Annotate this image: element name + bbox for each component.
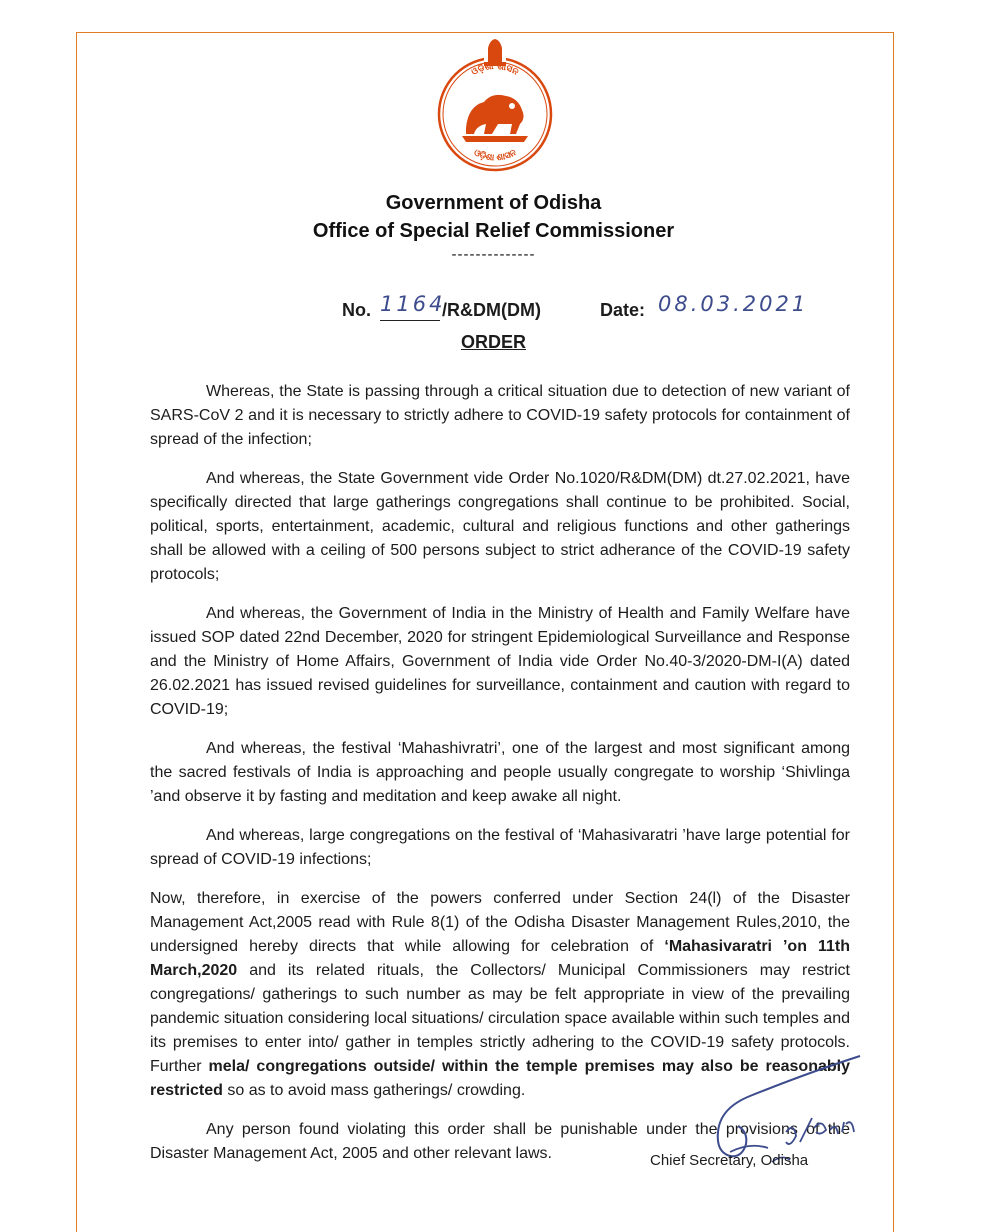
office-title: Office of Special Relief Commissioner: [312, 220, 675, 242]
odisha-government-seal: [426, 36, 564, 174]
order-number-label: No.: [342, 300, 371, 320]
paragraph-whereas-1: Whereas, the State is passing through a critical situation due to detection of new variant of SARS-CoV 2 and it is necessary to strictly adhere to COVID-19 safety protocols for containment of spread of the infection;: [150, 383, 850, 448]
paragraph-whereas-3: And whereas, the Government of India in the Ministry of Health and Family Welfare have issued SOP dated 22nd December, 2020 for stringent Epidemiological Surveillance and Response and the Ministry of Home Affairs, Government of India vide Order No.40-3/2020-DM-I(A) dated 26.02.2021 has issued revised guidelines for surveillance, containment and caution with regard to COVID-19;: [150, 605, 850, 718]
paragraph-whereas-5: And whereas, large congregations on the festival of ‘Mahasivaratri ’have large potential for spread of COVID-19 infections;: [150, 827, 850, 868]
paragraph-whereas-4: And whereas, the festival ‘Mahashivratri’, one of the largest and most significant among the sacred festivals of India is approaching and people usually congregate to worship ‘Shivlinga ’and observe it by fasting and meditation and keep awake all night.: [150, 740, 850, 805]
svg-text:ଓଡ଼ିଶା ଶାସନ: [470, 62, 521, 79]
paragraph-penalty: Any person found violating this order shall be punishable under the provisions of the Disaster Management Act, 2005 and other relevant laws.: [150, 1121, 850, 1162]
government-title: Government of Odisha: [385, 192, 602, 214]
signatory: Chief Secretary, Odisha: [650, 1152, 809, 1169]
order-number-value: 1164: [380, 292, 440, 321]
order-title: ORDER: [460, 332, 526, 352]
date-value: 08.03.2021: [658, 292, 809, 316]
directive-text-2: and its related rituals, the Collectors/ Municipal Commissioners may restrict congregations/ gatherings to such number as may be felt appropriate in view of the prevailing pandemic situation considering local situations/ circulation space available within such temples and its premises to enter into/ gather in temples strictly adhering to the COVID-19 safety protocols. Further: [150, 962, 850, 1075]
order-number-suffix: /R&DM(DM): [442, 300, 541, 320]
directive-bold-date: ‘Mahasivaratri ’on 11th March,2020: [150, 938, 850, 979]
directive-text-1: Now, therefore, in exercise of the powers conferred under Section 24(l) of the Disaster Management Act,2005 read with Rule 8(1) of the Odisha Disaster Management Rules,2010, the undersigned hereby directs that while allowing for celebration of: [150, 890, 850, 955]
paragraph-whereas-2: And whereas, the State Government vide Order No.1020/R&DM(DM) dt.27.02.2021, have specifically directed that large gatherings congregations shall continue to be prohibited. Social, political, sports, entertainment, academic, cultural and religious functions and other gatherings shall be allowed with a ceiling of 500 persons subject to strict adherance of the COVID-19 safety protocols;: [150, 470, 850, 583]
seal-text-bottom: ଓଡ଼ିଶା ଶାସନ: [471, 148, 519, 164]
svg-text:ଓଡ଼ିଶା ଶାସନ: [472, 148, 519, 164]
header-separator: --------------: [451, 246, 536, 263]
reference-line: [0, 290, 987, 324]
seal-text-top: ଓଡ଼ିଶା ଶାସନ: [470, 61, 520, 78]
directive-bold-restriction: mela/ congregations outside/ within the temple premises may also be reasonably restricted: [150, 1058, 850, 1099]
date-label: Date:: [600, 300, 646, 320]
directive-text-3: so as to avoid mass gatherings/ crowding.: [222, 1082, 526, 1099]
